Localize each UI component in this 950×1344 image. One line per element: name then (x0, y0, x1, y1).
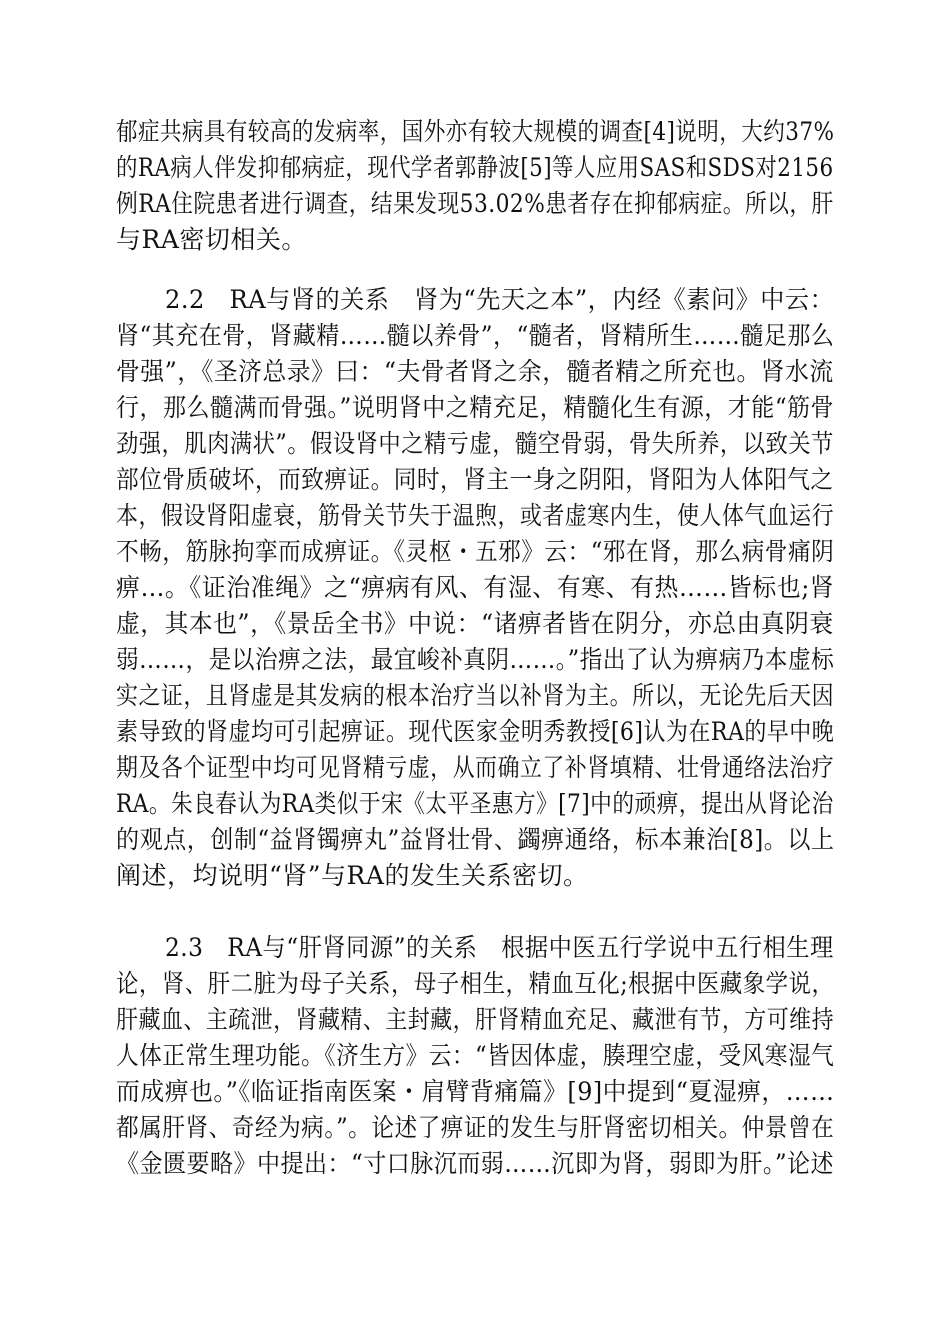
text-line: 而成痹也。”《临证指南医案・肩臂背痛篇》[9]中提到“夏湿痹，…… (116, 1077, 835, 1106)
text-line: 与RA密切相关。 (116, 225, 307, 254)
text-line: 实之证，且肾虚是其发病的根本治疗当以补肾为主。所以，无论先后天因 (116, 681, 835, 710)
text-line: 劲强，肌肉满状”。假设肾中之精亏虚，髓空骨弱，骨失所养，以致关节 (116, 429, 834, 458)
text-line: 虚，其本也”，《景岳全书》中说：“诸痹者皆在阴分，亦总由真阴衰 (116, 609, 834, 638)
text-line: 部位骨质破坏，而致痹证。同时，肾主一身之阴阳，肾阳为人体阳气之 (116, 465, 834, 494)
text-line: 本，假设肾阳虚衰，筋骨关节失于温煦，或者虚寒内生，使人体气血运行 (116, 501, 835, 530)
text-line: 期及各个证型中均可见肾精亏虚，从而确立了补肾填精、壮骨通络法治疗 (116, 753, 835, 782)
text-line: 阐述，均说明“肾”与RA的发生关系密切。 (116, 861, 589, 890)
text-line: 弱……，是以治痹之法，最宜峻补真阴……。”指出了认为痹病乃本虚标 (116, 645, 835, 674)
text-line: RA。朱良春认为RA类似于宋《太平圣惠方》[7]中的顽痹，提出从肾论治 (116, 789, 834, 818)
text-line: 《金匮要略》中提出：“寸口脉沉而弱……沉即为肾，弱即为肝。”论述 (116, 1149, 835, 1178)
text-line: 肾“其充在骨，肾藏精……髓以养骨”，“髓者，肾精所生……髓足那么 (116, 321, 835, 350)
text-line: 的观点，创制“益肾镯痹丸”益肾壮骨、蠲痹通络，标本兼治[8]。以上 (116, 825, 835, 854)
text-line: 素导致的肾虚均可引起痹证。现代医家金明秀教授[6]认为在RA的早中晚 (116, 717, 835, 746)
text-line: 论，肾、肝二脏为母子关系，母子相生，精血互化;根据中医藏象学说， (116, 969, 835, 998)
text-line: 行，那么髓满而骨强。”说明肾中之精充足，精髓化生有源，才能“筋骨 (116, 393, 835, 422)
section-heading-2-2: 2.2 RA与肾的关系 肾为“先天之本”，内经《素问》中云： (165, 285, 835, 314)
section-heading-2-3: 2.3 RA与“肝肾同源”的关系 根据中医五行学说中五行相生理 (165, 933, 834, 962)
text-line: 骨强”，《圣济总录》曰：“夫骨者肾之余，髓者精之所充也。肾水流 (116, 357, 834, 386)
text-line: 痹…。《证治准绳》之“痹病有风、有湿、有寒、有热……皆标也;肾 (116, 573, 835, 602)
text-line: 人体正常生理功能。《济生方》云：“皆因体虚，腠理空虚，受风寒湿气 (116, 1041, 835, 1070)
text-line: 都属肝肾、奇经为病。”。论述了痹证的发生与肝肾密切相关。仲景曾在 (116, 1113, 835, 1142)
text-line: 郁症共病具有较高的发病率，国外亦有较大规模的调查[4]说明，大约37% (116, 117, 835, 146)
text-line: 的RA病人伴发抑郁病症，现代学者郭静波[5]等人应用SAS和SDS对2156 (116, 153, 834, 182)
text-line: 不畅，筋脉拘挛而成痹证。《灵枢・五邪》云：“邪在肾，那么病骨痛阴 (116, 537, 835, 566)
text-line: 例RA住院患者进行调查，结果发现53.02%患者存在抑郁病症。所以，肝 (116, 189, 834, 218)
text-line: 肝藏血、主疏泄，肾藏精、主封藏，肝肾精血充足、藏泄有节，方可维持 (116, 1005, 835, 1034)
